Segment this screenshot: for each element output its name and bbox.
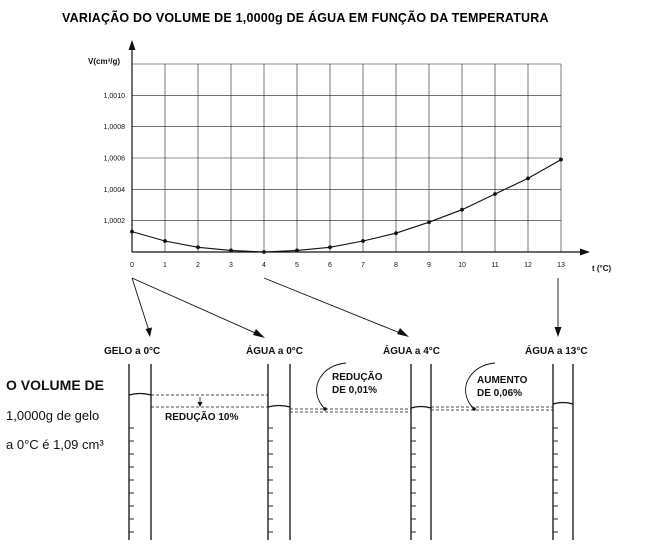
increase-label-line1: AUMENTO: [477, 375, 528, 386]
y-tick-label: 1,0008: [103, 124, 125, 132]
graduation-marks: [129, 428, 134, 532]
x-tick-label: 3: [229, 262, 233, 269]
note-line-2: 1,0000g de gelo: [6, 408, 100, 423]
cylinder-label-water-13c: ÁGUA a 13°C: [525, 346, 588, 357]
grid-horizontal-lines: [132, 64, 561, 221]
increase-label-line2: DE 0,06%: [477, 388, 523, 399]
x-tick-label: 6: [328, 262, 332, 269]
graduation-marks: [553, 428, 558, 532]
x-tick-label: 9: [427, 262, 431, 269]
x-tick-label: 1: [163, 262, 167, 269]
note-line-1: O VOLUME DE: [6, 377, 105, 393]
x-tick-label: 0: [130, 262, 134, 269]
data-point: [559, 158, 563, 162]
y-tick-label: 1,0010: [103, 92, 125, 100]
cylinder-water-4c: [411, 364, 431, 540]
data-point: [361, 239, 365, 243]
graduation-marks: [411, 428, 416, 532]
arrow-4c-to-water: [264, 278, 405, 335]
data-point: [394, 231, 398, 235]
data-point: [328, 245, 332, 249]
data-point: [295, 249, 299, 253]
page-title: VARIAÇÃO DO VOLUME DE 1,0000g DE ÁGUA EM FUNÇÃO DA TEMPERATURA: [62, 11, 549, 25]
y-axis-label: V(cm³/g): [88, 57, 120, 66]
callout-increase: [466, 363, 495, 409]
x-tick-label: 11: [491, 262, 499, 269]
x-axis-arrow: [580, 249, 590, 256]
x-tick-label: 13: [557, 262, 565, 269]
reduction-10-label: REDUÇÃO 10%: [165, 412, 239, 423]
x-tick-label: 8: [394, 262, 398, 269]
arrow-0c-to-water: [132, 278, 262, 336]
arrow-0c-to-ice: [132, 278, 150, 334]
x-tick-label: 5: [295, 262, 299, 269]
data-point: [196, 245, 200, 249]
reduction-001-label-line2: DE 0,01%: [332, 385, 378, 396]
data-point: [526, 176, 530, 180]
x-axis-label: t (°C): [592, 264, 612, 273]
x-tick-label: 4: [262, 262, 266, 269]
cylinder-water-13c: [553, 364, 573, 540]
arrow-head-ice: [146, 328, 153, 338]
graduation-marks: [268, 428, 273, 532]
data-point: [163, 239, 167, 243]
arrow-head-water-4: [397, 328, 409, 337]
data-point: [262, 250, 266, 254]
reduction-001-label-line1: REDUÇÃO: [332, 372, 383, 383]
y-tick-label: 1,0004: [103, 186, 125, 194]
y-axis-arrow: [129, 40, 136, 50]
y-tick-label: 1,0002: [103, 218, 125, 226]
y-tick-labels: [104, 93, 126, 225]
cylinder-ice-0c: [129, 364, 151, 540]
data-point: [460, 208, 464, 212]
y-tick-label: 1,0006: [103, 155, 125, 163]
arrow-head-water-0: [253, 329, 265, 338]
connector-arrows: [132, 278, 562, 338]
cylinder-label-ice-0c: GELO a 0°C: [104, 346, 161, 357]
data-points: [130, 158, 563, 254]
x-tick-label: 7: [361, 262, 365, 269]
x-tick-label: 2: [196, 262, 200, 269]
data-point: [229, 249, 233, 253]
data-point: [130, 230, 134, 234]
x-tick-labels: [130, 262, 565, 269]
cylinder-label-water-4c: ÁGUA a 4°C: [383, 346, 440, 357]
data-point: [493, 192, 497, 196]
volume-curve: [132, 160, 561, 252]
arrow-head-water-13: [555, 327, 562, 337]
data-point: [427, 220, 431, 224]
volume-temperature-chart: [88, 40, 612, 273]
cylinder-label-water-0c: ÁGUA a 0°C: [246, 346, 303, 357]
x-tick-label: 10: [458, 262, 466, 269]
cylinder-water-0c: [268, 364, 290, 540]
note-line-3: a 0°C é 1,09 cm³: [6, 437, 104, 452]
x-tick-label: 12: [524, 262, 532, 269]
